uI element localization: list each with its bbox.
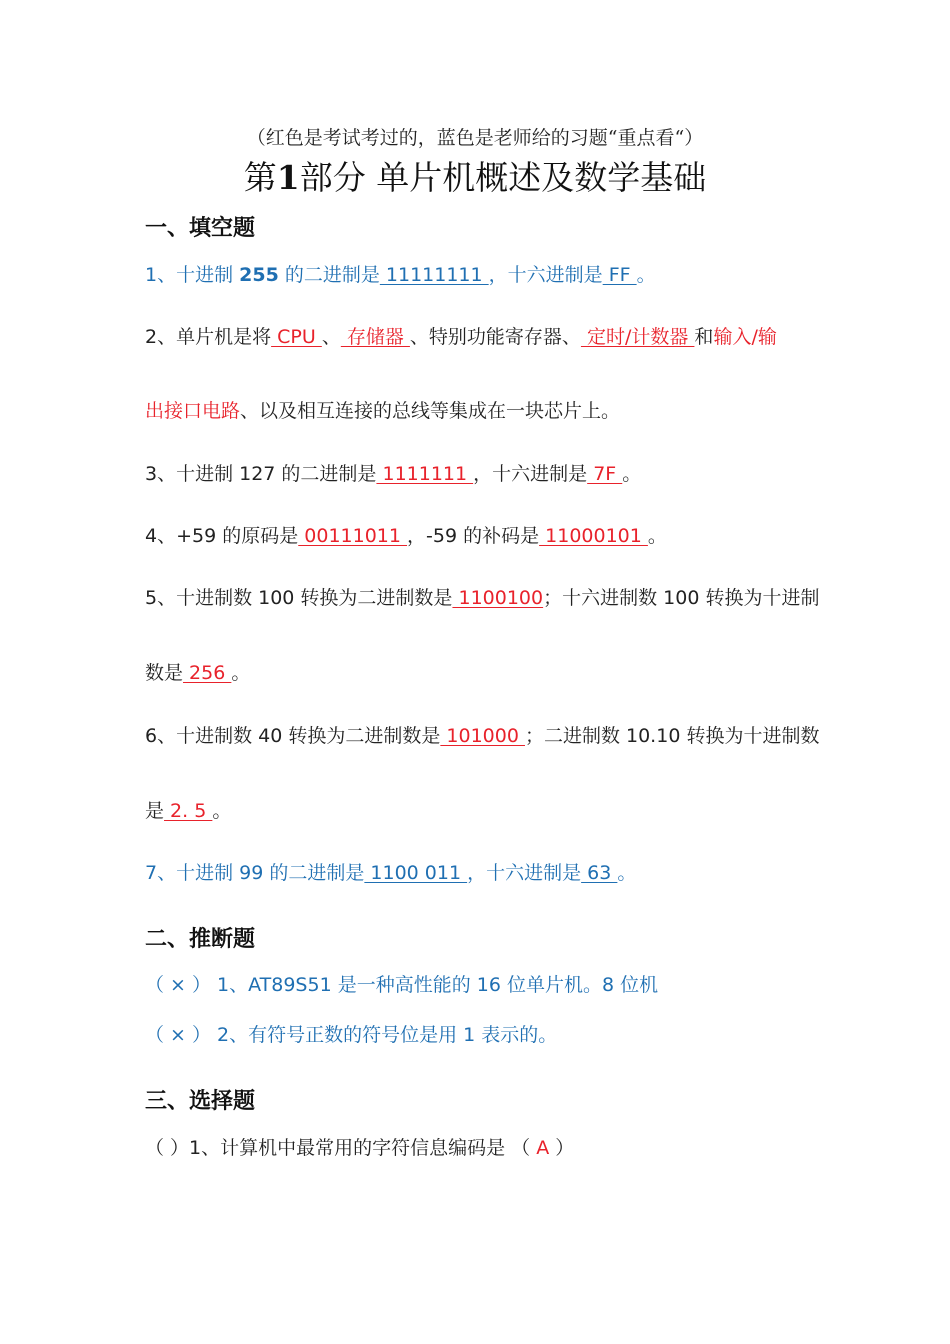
q1-answer-hex: FF: [602, 264, 637, 286]
section-heading-choice: 三、选择题: [145, 1089, 256, 1114]
q4-text: 。: [647, 525, 667, 547]
q4-text: 4、+59 的原码是: [145, 525, 299, 547]
q3-answer-hex: 7F: [587, 463, 623, 485]
q6-text: 。: [212, 800, 232, 822]
question-2-continued: [145, 399, 620, 423]
choice-1: [145, 1136, 574, 1160]
q1-text: 。: [636, 264, 656, 286]
q3-text: 。: [622, 463, 642, 485]
section-heading-fill-in: 一、填空题: [145, 216, 256, 241]
q6-answer-decimal: 2. 5: [164, 800, 213, 822]
q1-text: ，十六进制是: [488, 264, 603, 286]
judgement-2: （ × ） 2、有符号正数的符号位是用 1 表示的。: [145, 1024, 558, 1046]
q3-answer-binary: 1111111: [376, 463, 474, 485]
q1-text: 1、十进制: [145, 264, 240, 286]
q3-text: 3、十进制 127 的二进制是: [145, 463, 377, 485]
q2-answer-memory: 存储器: [340, 326, 410, 348]
q2-answer-timer: 定时/计数器: [580, 326, 695, 348]
q4-text: ，-59 的补码是: [407, 525, 540, 547]
q4-answer-original-code: 00111011: [298, 525, 408, 547]
q5-answer-binary: 1100100: [452, 587, 544, 609]
q5-text: 。: [231, 662, 251, 684]
judgement-1: （ × ） 1、AT89S51 是一种高性能的 16 位单片机。8 位机: [145, 974, 659, 996]
q2-answer-io-continued: 出接口电路: [145, 400, 241, 422]
title-number: 1: [276, 158, 300, 197]
q2-text: 2、单片机是将: [145, 326, 272, 348]
q5-text: ；十六进制数 100 转换为十进制: [543, 587, 820, 609]
q2-answer-cpu: CPU: [271, 326, 322, 348]
q1-text: 的二进制是: [278, 264, 380, 286]
question-5: [145, 586, 819, 610]
q2-answer-io: 输入/输: [713, 326, 777, 348]
title-prefix: 第: [243, 158, 277, 197]
q2-text: 和: [694, 326, 714, 348]
page-title: [0, 152, 950, 199]
q1-answer-binary: 11111111: [379, 264, 489, 286]
question-6: [145, 724, 819, 748]
section-heading-judgement: 二、推断题: [145, 927, 256, 952]
q7-answer-binary: 1100 011: [364, 862, 468, 884]
q6-answer-binary: 101000: [440, 725, 525, 747]
q2-text: 、特别功能寄存器、: [409, 326, 581, 348]
question-5-continued: [145, 661, 250, 685]
q7-text: 7、十进制 99 的二进制是: [145, 862, 365, 884]
c1-text: ）: [549, 1137, 575, 1159]
q5-text: 5、十进制数 100 转换为二进制数是: [145, 587, 453, 609]
q2-text: 、以及相互连接的总线等集成在一块芯片上。: [240, 400, 621, 422]
q1-number: 255: [239, 264, 279, 286]
q7-text: 。: [617, 862, 637, 884]
question-2: [145, 325, 777, 349]
q5-text: 数是: [145, 662, 184, 684]
question-3: [145, 462, 641, 486]
q4-answer-complement: 11000101: [539, 525, 648, 547]
q6-text: ；二进制数 10.10 转换为十进制数: [524, 725, 820, 747]
q6-text: 是: [145, 800, 165, 822]
title-suffix: 部分 单片机概述及数学基础: [299, 158, 707, 197]
q5-answer-decimal: 256: [183, 662, 232, 684]
q7-answer-hex: 63: [581, 862, 618, 884]
q6-text: 6、十进制数 40 转换为二进制数是: [145, 725, 441, 747]
c1-text: （ ）1、计算机中最常用的字符信息编码是 （: [145, 1137, 537, 1159]
question-7: [145, 861, 636, 885]
question-6-continued: [145, 799, 231, 823]
question-4: [145, 524, 667, 548]
q7-text: ，十六进制是: [467, 862, 582, 884]
color-legend-note: （红色是考试考过的，蓝色是老师给的习题“重点看“）: [246, 127, 704, 149]
c1-answer: A: [536, 1137, 550, 1159]
q2-text: 、: [321, 326, 341, 348]
q3-text: ，十六进制是: [473, 463, 588, 485]
question-1: [145, 263, 656, 287]
